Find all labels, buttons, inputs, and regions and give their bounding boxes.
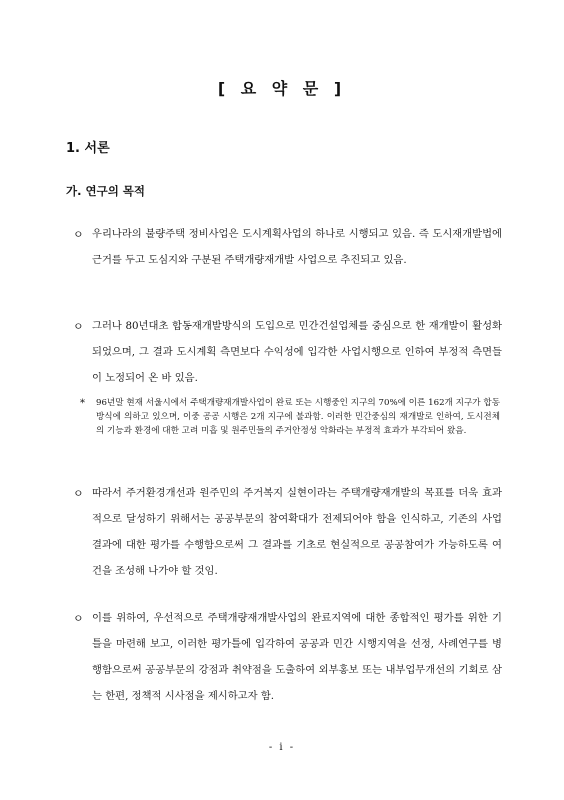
bullet-icon: ㅇ	[73, 228, 84, 241]
bullet-icon: ㅇ	[73, 612, 84, 625]
section-heading: 1. 서론	[66, 141, 110, 156]
page-number: - i -	[268, 742, 296, 753]
note-marker: *	[80, 398, 85, 409]
bullet-icon: ㅇ	[73, 320, 84, 333]
footnote: 96년말 현재 서울시에서 주택개량재개발사업이 완료 또는 시행중인 지구의 70%에 이른 162개 지구가 합동방식에 의하고 있으며, 이중 공공 시행은 2개 지구에 불과함. 이러한 민간중심의 재개발로 인하여, 도시전체의 기능과 환경에 대한 고려 미흡 및 원주민들의 주거안정성 악화라는 부정적 효과가 부각되어 왔음.	[96, 398, 500, 436]
page-title: [ 요 약 문 ]	[217, 79, 347, 98]
paragraph-3: 따라서 주거환경개선과 원주민의 주거복지 실현이라는 주택개량재개발의 목표를 더욱 효과적으로 달성하기 위해서는 공공부문의 참여확대가 전제되어야 함을 인식하고, 기존의 사업 결과에 대한 평가를 수행함으로써 그 결과를 기초로 현실적으로 공공참여가 가능하도록 여건을 조성해 나가야 할 것임.	[92, 487, 502, 577]
subsection-heading: 가. 연구의 목적	[66, 184, 146, 198]
paragraph-4: 이를 위하여, 우선적으로 주택개량재개발사업의 완료지역에 대한 종합적인 평가를 위한 기틀을 마련해 보고, 이러한 평가틀에 입각하여 공공과 민간 시행지역을 선정, 사례연구를 병행함으로써 공공부문의 강점과 취약점을 도출하여 외부홍보 또는 내부업무개선의 기회로 삼는 한편, 정책적 시사점을 제시하고자 함.	[92, 612, 502, 702]
paragraph-2: 그러나 80년대초 합동재개발방식의 도입으로 민간건설업체를 중심으로 한 재개발이 활성화되었으며, 그 결과 도시계획 측면보다 수익성에 입각한 사업시행으로 인하여 부정적 측면들이 노정되어 온 바 있음.	[92, 320, 502, 384]
paragraph-1: 우리나라의 불량주택 정비사업은 도시계획사업의 하나로 시행되고 있음. 즉 도시재개발법에 근거를 두고 도심지와 구분된 주택개량재개발 사업으로 추진되고 있음.	[92, 228, 502, 266]
bullet-icon: ㅇ	[73, 487, 84, 500]
